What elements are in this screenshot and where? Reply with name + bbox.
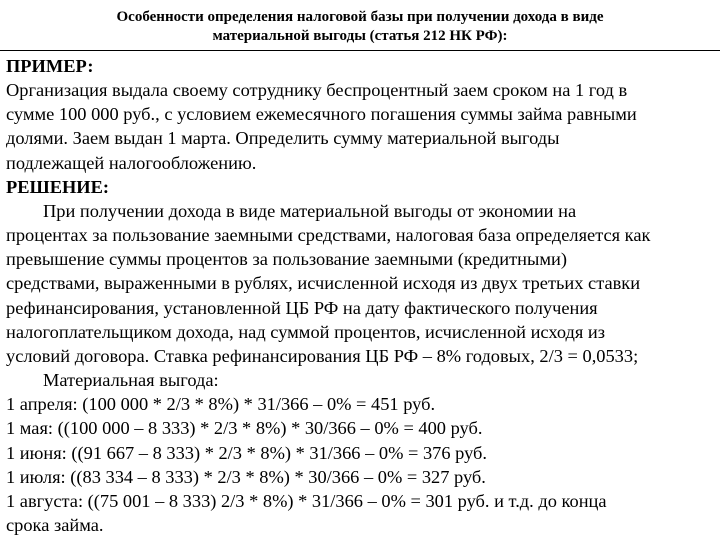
benefit-label: Материальная выгода: xyxy=(43,370,219,391)
example-line: сумме 100 000 руб., с условием ежемесячного погашения суммы займа равными xyxy=(6,104,637,125)
calc-line: 1 мая: ((100 000 – 8 333) * 2/3 * 8%) * 30/366 – 0% = 400 руб. xyxy=(6,418,483,439)
calc-line: 1 апреля: (100 000 * 2/3 * 8%) * 31/366 – 0% = 451 руб. xyxy=(6,394,436,415)
calc-line: 1 июня: ((91 667 – 8 333) * 2/3 * 8%) * 31/366 – 0% = 376 руб. xyxy=(6,442,488,463)
solution-line: При получении дохода в виде материальной выгоды от экономии на xyxy=(43,200,577,221)
solution-heading: РЕШЕНИЕ: xyxy=(6,176,109,197)
calc-line: 1 июля: ((83 334 – 8 333) * 2/3 * 8%) * 30/366 – 0% = 327 руб. xyxy=(6,466,486,487)
example-line: подлежащей налогообложению. xyxy=(6,152,257,173)
title-line: Особенности определения налоговой базы при получении дохода в виде xyxy=(116,9,604,25)
example-line: Организация выдала своему сотруднику беспроцентный заем сроком на 1 год в xyxy=(6,80,628,101)
solution-line: налогоплательщиком дохода, над суммой процентов, исчисленной исходя из xyxy=(6,321,606,342)
example-line: долями. Заем выдан 1 марта. Определить сумму материальной выгоды xyxy=(6,128,560,149)
title-line: материальной выгоды (статья 212 НК РФ): xyxy=(212,28,508,44)
solution-line: условий договора. Ставка рефинансирования ЦБ РФ – 8% годовых, 2/3 = 0,0533; xyxy=(6,345,639,366)
solution-line: процентах за пользование заемными средствами, налоговая база определяется как xyxy=(6,225,651,246)
example-heading: ПРИМЕР: xyxy=(6,56,94,76)
calc-line: срока займа. xyxy=(6,514,104,535)
solution-line: средствами, выраженными в рублях, исчисленной исходя из двух третьих ставки xyxy=(6,273,641,294)
solution-line: рефинансирования, установленной ЦБ РФ на дату фактического получения xyxy=(6,297,598,318)
calc-line: 1 августа: ((75 001 – 8 333) 2/3 * 8%) * 31/366 – 0% = 301 руб. и т.д. до конца xyxy=(6,490,607,511)
title-divider xyxy=(0,50,720,51)
page-title xyxy=(40,8,680,46)
slide-body xyxy=(6,54,714,537)
solution-line: превышение суммы процентов за пользование заемными (кредитными) xyxy=(6,249,567,270)
